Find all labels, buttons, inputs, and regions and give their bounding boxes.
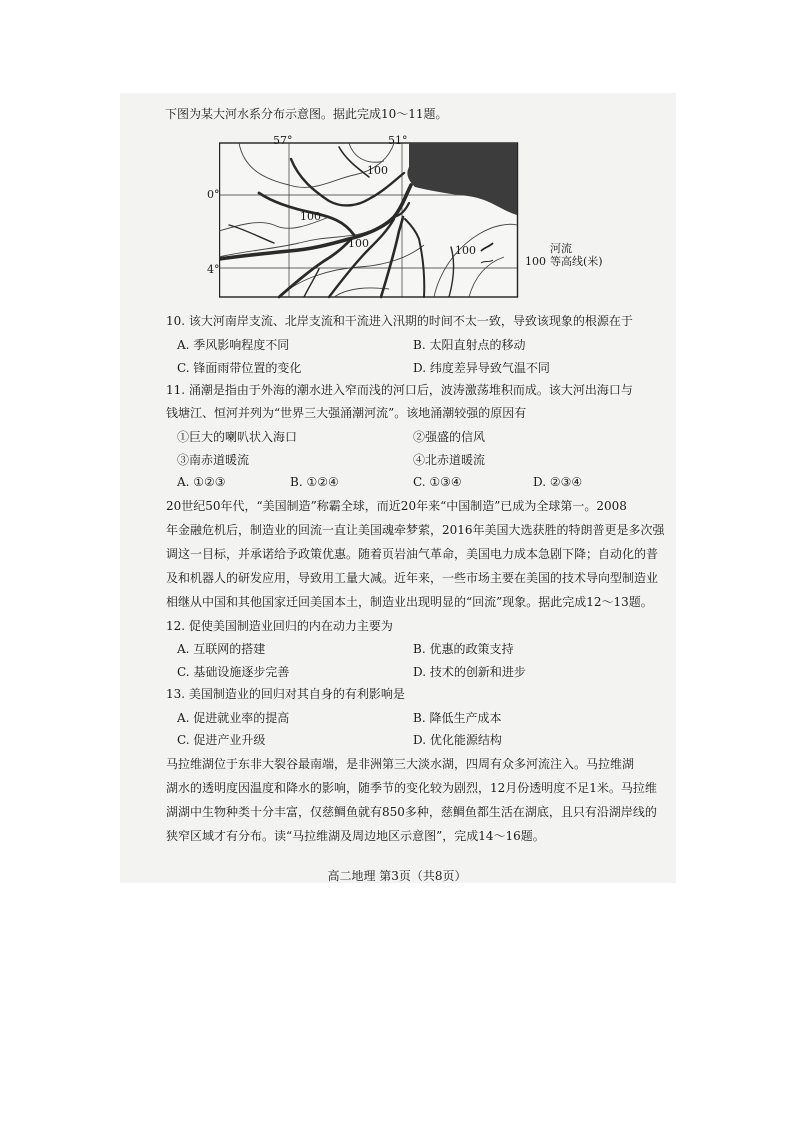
q13-option-b: B. 降低生产成本 (413, 711, 502, 725)
q11-statement-1: ①巨大的喇叭状入海口 (177, 430, 298, 444)
q13-option-a: A. 促进就业率的提高 (177, 711, 290, 725)
q11-stem-line1: 11. 涌潮是指由于外海的潮水进入窄而浅的河口后，波涛激荡堆积而成。该大河出海口与 (166, 383, 633, 397)
lat-label-0: 0° (207, 188, 220, 201)
q10-option-a: A. 季风影响程度不同 (177, 338, 290, 352)
q13-option-d: D. 优化能源结构 (413, 733, 502, 747)
q12-option-c: C. 基础设施逐步完善 (177, 665, 290, 679)
legend-contour-label: 等高线(米) (550, 255, 603, 268)
legend-contour-value: 100 (525, 255, 546, 268)
q13-option-c: C. 促进产业升级 (177, 733, 266, 747)
contour-label: 100 (300, 210, 321, 223)
passage2-line: 及和机器人的研发应用，导致用工量大减。近年来，一些市场主要在美国的技术导向型制造业 (166, 571, 659, 585)
passage3-line: 湖湖中生物种类十分丰富，仅慈鲷鱼就有850多种，慈鲷鱼都生活在湖底，且只有沿湖岸线的 (166, 805, 657, 819)
q11-statement-2: ②强盛的信风 (413, 430, 486, 444)
passage2-line: 调这一目标，并承诺给予政策优惠。随着页岩油气革命，美国电力成本急剧下降；自动化的普 (166, 547, 659, 561)
q12-option-a: A. 互联网的搭建 (177, 642, 266, 656)
q10-option-b: B. 太阳直射点的移动 (413, 338, 526, 352)
q10-option-d: D. 纬度差异导致气温不同 (413, 361, 550, 375)
lat-label-4: 4° (207, 263, 220, 276)
q11-option-d: D. ②③④ (533, 475, 583, 489)
legend-river-label: 河流 (550, 242, 572, 255)
passage3-line: 狭窄区域才有分布。读“马拉维湖及周边地区示意图”，完成14～16题。 (166, 829, 545, 843)
passage3-line: 湖水的透明度因温度和降水的影响，随季节的变化较为剧烈，12月份透明度不足1米。马拉维 (166, 781, 657, 795)
q11-stem-line2: 钱塘江、恒河并列为“世界三大强涌潮河流”。该地涌潮较强的原因有 (166, 406, 527, 420)
q11-statement-3: ③南赤道暖流 (177, 453, 250, 467)
passage3-line: 马拉维湖位于东非大裂谷最南端，是非洲第三大淡水湖，四周有众多河流注入。马拉维湖 (166, 757, 635, 771)
q12-stem: 12. 促使美国制造业回归的内在动力主要为 (166, 619, 393, 633)
q10-stem: 10. 该大河南岸支流、北岸支流和干流进入汛期的时间不太一致，导致该现象的根源在于 (166, 314, 633, 328)
q11-option-b: B. ①②④ (290, 475, 339, 489)
map-intro: 下图为某大河水系分布示意图。据此完成10～11题。 (165, 107, 448, 121)
q12-option-b: B. 优惠的政策支持 (413, 642, 514, 656)
contour-label: 100 (367, 164, 388, 177)
lon-label-57: 57° (273, 134, 293, 147)
contour-label: 100 (348, 237, 369, 250)
passage2-line: 相继从中国和其他国家迁回美国本土，制造业出现明显的“回流”现象。据此完成12～13题。 (166, 595, 653, 609)
q11-option-a: A. ①②③ (177, 475, 226, 489)
passage2-line: 年金融危机后，制造业的回流一直让美国魂牵梦萦，2016年美国大选获胜的特朗普更是多次强 (166, 523, 665, 537)
passage2-line: 20世纪50年代，“美国制造”称霸全球，而近20年来“中国制造”已成为全球第一。2008 (166, 499, 627, 513)
q11-statement-4: ④北赤道暖流 (413, 453, 486, 467)
contour-label: 100 (455, 244, 476, 257)
q12-option-d: D. 技术的创新和进步 (413, 665, 526, 679)
lon-label-51: 51° (388, 134, 408, 147)
page-footer: 高二地理 第3页（共8页） (327, 869, 467, 883)
q11-option-c: C. ①③④ (413, 475, 462, 489)
q13-stem: 13. 美国制造业的回归对其自身的有利影响是 (166, 687, 405, 701)
q10-option-c: C. 锋面雨带位置的变化 (177, 361, 302, 375)
